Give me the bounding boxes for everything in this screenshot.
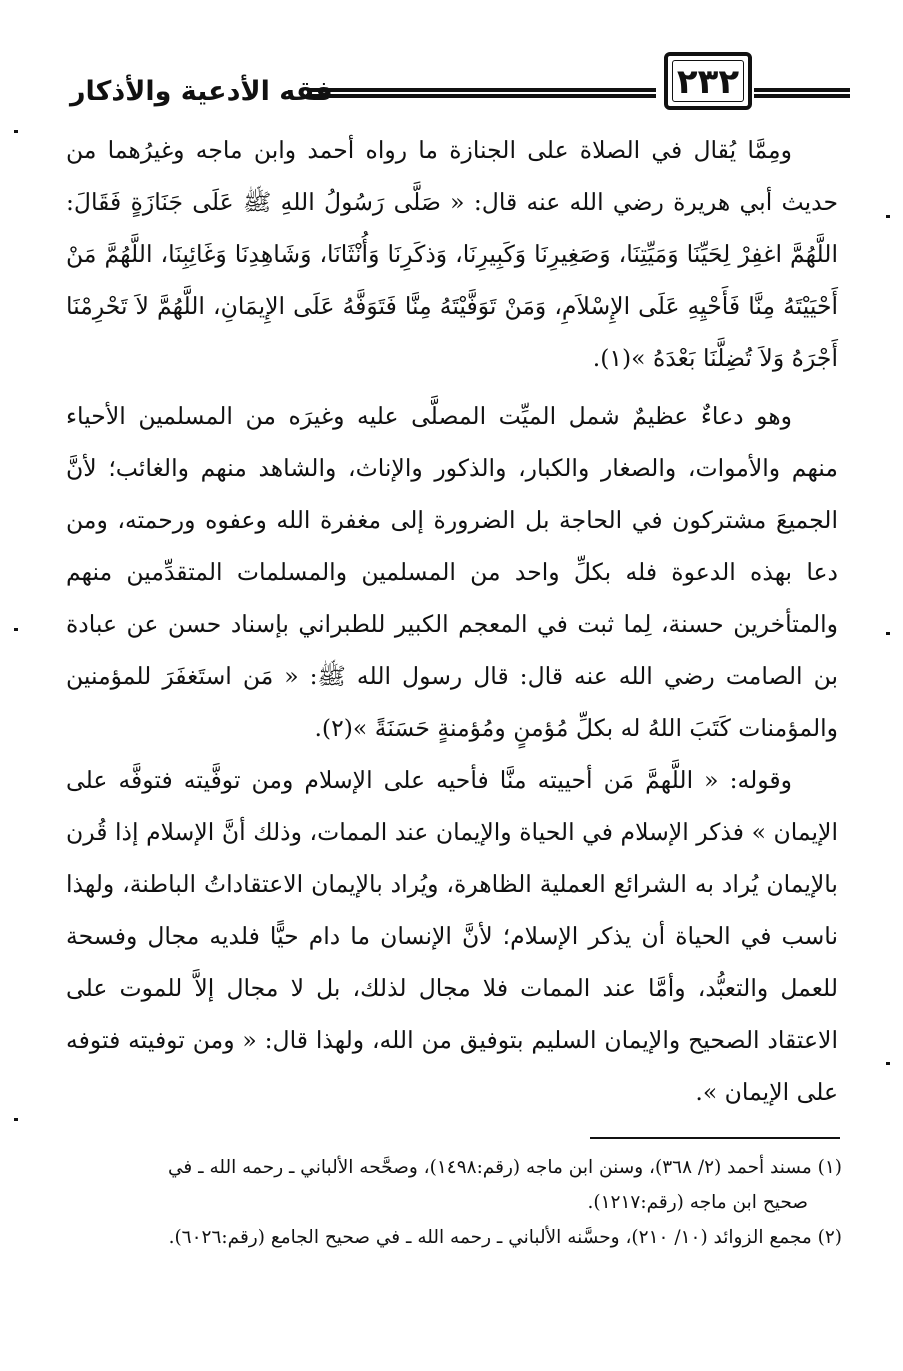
scan-mark (886, 1062, 890, 1065)
paragraph-1 (66, 124, 838, 384)
book-title: فقه الأدعية والأذكار (70, 76, 333, 107)
text-line: اغفِرْ لِحَيِّنَا وَمَيِّتِنَا، وَصَغِيرِنَا وَكَبِيرِنَا، وَذكَرِنَا وَأُنْثَانَا، وَشَاهِدِنَا وَغَائِبِنَا، اللَّهُمَّ (104, 240, 782, 268)
scan-mark (14, 130, 18, 133)
page-number-frame (664, 52, 752, 110)
text-line: لاَ تَحْرِمْنَا أَجْرَهُ وَلاَ تُضِلَّنَا بَعْدَهُ »(١). (66, 292, 838, 372)
text-line: الإيمان » فذكر الإسلام في الحياة والإيمان عند الممات، وذلك أنَّ الإسلام إذا (115, 818, 838, 846)
text-line: للمؤمنين والمؤمنات كَتَبَ اللهُ له بكلِّ مُؤمنٍ ومُؤمنةٍ حَسَنَةً »(٢). (66, 662, 838, 742)
header-double-rule-right (754, 88, 850, 98)
text-line: الباطنة، ولهذا ناسب في الحياة أن يذكر الإسلام؛ لأنَّ الإنسان ما دام حيًّا (66, 870, 838, 950)
footnote-1 (82, 1150, 842, 1185)
footnotes (82, 1150, 842, 1255)
text-line: والغائب؛ لأنَّ الجميعَ مشتركون في الحاجة بل الضرورة إلى مغفرة الله وعفوه (66, 454, 838, 534)
main-text (66, 124, 838, 1118)
footnote-1-line-1: (١) مسند أحمد (٢/ ٣٦٨)، وسنن ابن ماجه (رقم:١٤٩٨)، وصحَّحه الألباني ـ رحمه الله ـ في (168, 1157, 842, 1178)
text-line: ومِمَّا يُقال في الصلاة على الجنازة ما رواه أحمد وابن ماجه وغيرُهما من (66, 136, 792, 164)
header-double-rule (310, 88, 656, 98)
footnote-1-continuation (82, 1185, 842, 1220)
scan-mark (14, 1118, 18, 1121)
footnote-2 (82, 1220, 842, 1255)
footnote-2-text: (٢) مجمع الزوائد (١٠/ ٢١٠)، وحسَّنه الألباني ـ رحمه الله ـ في صحيح الجامع (رقم:٦٠٢٦). (168, 1227, 842, 1248)
page-header (60, 52, 850, 118)
footnote-separator (590, 1137, 840, 1139)
scan-mark (886, 215, 890, 218)
text-line: حسن عن عبادة بن الصامت رضي الله عنه قال: قال رسول الله ﷺ: « مَن استَغفَرَ (66, 610, 838, 690)
paragraph-3 (66, 754, 838, 1118)
page-number: ٢٣٢ (676, 62, 740, 102)
text-line: وقوله: « اللَّهمَّ مَن أحييته منَّا فأحيه على الإسلام ومن توفَّيته فتوفَّه على (66, 766, 792, 794)
text-line: مَنْ أَحْيَيْتَهُ مِنَّا فَأَحْيِهِ عَلَى الإِسْلاَمِ، وَمَنْ تَوَفَّيْتَهُ مِنَّا فَتَوَفَّهُ عَلَى الإِيمَانِ، اللَّهُمَّ (66, 240, 839, 320)
text-line: ورحمته، ومن دعا بهذه الدعوة فله بكلِّ واحد من المسلمين والمسلمات (66, 506, 838, 586)
text-line: ولهذا قال: « ومن توفيته فتوفه على الإيمان ». (66, 1026, 838, 1106)
text-line: المتقدِّمين منهم والمتأخرين حسنة، لِما ثبت في المعجم الكبير للطبراني بإسناد (66, 558, 838, 638)
text-line: وهو دعاءٌ عظيمٌ شمل الميِّت المصلَّى عليه وغيرَه من المسلمين الأحياء (66, 402, 792, 430)
paragraph-2 (66, 390, 838, 754)
text-line: قُرن بالإيمان يُراد به الشرائع العملية الظاهرة، ويُراد بالإيمان الاعتقاداتُ (66, 818, 838, 898)
text-line: مجال إلاَّ للموت على الاعتقاد الصحيح والإيمان السليم بتوفيق من الله، (66, 974, 838, 1054)
footnote-1-line-2: صحيح ابن ماجه (رقم:١٢١٧). (587, 1192, 808, 1213)
scan-mark (886, 632, 890, 635)
text-line: منهم والأموات، والصغار والكبار، والذكور والإناث، والشاهد منهم (200, 454, 838, 482)
text-line: فلديه مجال وفسحة للعمل والتعبُّد، وأمَّا عند الممات فلا مجال لذلك، بل لا (66, 922, 838, 1002)
scan-mark (14, 628, 18, 631)
text-line: حديث أبي هريرة رضي الله عنه قال: « صَلَّى رَسُولُ اللهِ ﷺ عَلَى جَنَازَةٍ فَقَالَ: اللَّهُمَّ (66, 188, 838, 268)
